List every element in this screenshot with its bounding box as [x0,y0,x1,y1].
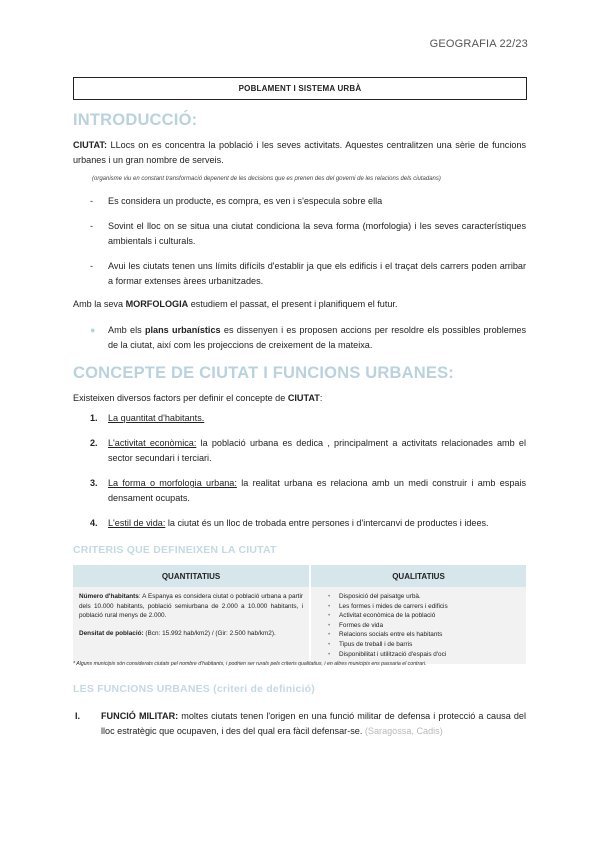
inhabitants-criterion [79,592,303,621]
course-label: GEOGRAFIA 22/23 [429,38,528,50]
qualitative-item: • Les formes i mides de carrers i edificis [317,602,520,612]
qualitative-item: • Disposició del paisatge urbà. [317,592,520,602]
qualitative-item: • Disponibilitat i utilització d'espais d'oci [317,650,520,660]
organism-note: (organisme viu en constant transformació depenent de les decisions que es prenen des del governi de les relacions dels ciutadans) [92,176,441,182]
quantitative-header: QUANTITATIUS [73,565,310,587]
criteria-footnote: * Alguns municipis són considerats ciutats pel nombre d'habitants, i podrien ser rurals pels criteris qualitatius, i en altres municipis ens passaria el contrari. [73,661,427,667]
intro-bullet-text: Es considera un producte, es compra, es ven i s'especula sobre ella [108,196,383,206]
factor-number: 2. [90,438,98,448]
inhabitants-text: : A Espanya es considera ciutat o població urbana a partir dels 10.000 habitants, població semiurbana de 2.000 a 10.000 habitants, i població rural menys de 2.000. [79,593,303,620]
factor-item [90,436,526,466]
functions-heading: LES FUNCIONS URBANES (criteri de definició) [73,683,315,695]
concept-heading: CONCEPTE DE CIUTAT I FUNCIONS URBANES: [73,364,454,382]
morphology-post: estudiem el passat, el present i planifiquem el futur. [188,299,398,309]
factor-term: L'activitat econòmica: [108,438,197,448]
density-criterion [79,629,303,639]
concept-intro-pre: Existeixen diversos factors per definir el concepte de [73,393,288,403]
military-function [75,709,526,739]
plans-bold: plans urbanístics [144,325,221,335]
concept-intro-post: : [319,393,323,403]
military-function-text: moltes ciutats tenen l'origen en una funció militar de defensa i protecció a causa del lloc estratègic que ocupaven, i des del qual era fàcil defensar-se. [101,711,526,736]
factor-item [90,516,526,531]
inhabitants-label: Número d'habitants [79,593,139,600]
intro-heading: INTRODUCCIÓ: [73,111,198,129]
qualitative-cell [310,587,526,664]
military-function-label: FUNCIÓ MILITAR: [101,711,179,721]
criteria-table [73,565,526,664]
dash-icon: - [90,196,94,206]
concept-intro [73,391,526,406]
quantitative-cell [73,587,310,664]
plans-post: es dissenyen i es proposen accions per resoldre els possibles problemes de la ciutat, així com les projeccions de creixement de la mateixa. [108,325,526,350]
intro-bullet-text: Avui les ciutats tenen uns límits difícils d'establir ja que els edificis i el traçat dels carrers poden arribar a formar extenses àrees urbanitzades. [108,261,526,286]
qualitative-item: • Relacions socials entre els habitants [317,630,520,640]
factor-number: 4. [90,518,98,528]
intro-bullet [90,259,526,289]
document-title-text: POBLAMENT I SISTEMA URBÀ [238,84,362,93]
concept-intro-bold: CIUTAT [287,393,320,403]
qualitative-item: • Tipus de treball i de barris [317,640,520,650]
factor-term: La forma o morfologia urbana: [108,478,237,488]
criteria-body-row [73,587,526,664]
density-label: Densitat de població: [79,629,144,637]
factor-item [90,411,526,426]
intro-bullet [90,194,526,209]
criteria-heading: CRITERIS QUE DEFINEIXEN LA CIUTAT [73,544,277,556]
military-function-examples: (Saragossa, Cadis) [362,726,443,736]
intro-bullet-text: Sovint el lloc on se situa una ciutat condiciona la seva forma (morfologia) i les seves característiques ambientals i culturals. [108,221,526,246]
city-definition-text: LLocs on es concentra la població i les seves activitats. Aquestes centralitzen una sèrie de funcions urbanes i un gran nombre de serveis. [73,140,526,165]
qualitative-item: • Formes de vida [317,621,520,631]
dash-icon: - [90,221,94,231]
factor-text: la realitat urbana es relaciona amb un medi construir i amb espais densament ocupats. [108,478,527,503]
qualitative-header: QUALITATIUS [310,565,526,587]
function-number: I. [75,711,81,721]
factor-term: La quantitat d'habitants. [108,413,205,423]
plans-pre: Amb els [108,325,145,335]
qualitative-list [317,592,520,659]
criteria-header-row [73,565,526,587]
factor-number: 1. [90,413,98,423]
factor-text: la ciutat és un lloc de trobada entre persones i d'intercanvi de productes i idees. [165,518,489,528]
factor-number: 3. [90,478,98,488]
dash-icon: - [90,261,94,271]
document-title [73,77,527,100]
plans-bullet [90,323,526,353]
factor-text: la població urbana es dedica , principalment a activitats relacionades amb el sector secundari i terciari. [108,438,526,463]
intro-bullet [90,219,526,249]
morphology-paragraph [73,297,526,312]
qualitative-item: • Activitat econòmica de la població [317,611,520,621]
factor-item [90,476,527,506]
factor-term: L'estil de vida: [108,518,166,528]
morphology-bold: MORFOLOGIA [125,299,189,309]
city-definition [73,138,526,168]
city-definition-label: CIUTAT: [73,140,108,150]
bullet-dot-icon: ● [90,325,96,335]
morphology-pre: Amb la seva [73,299,126,309]
density-text: (Bcn: 15.992 hab/km2) / (Gir: 2.500 hab/km2). [143,629,276,637]
